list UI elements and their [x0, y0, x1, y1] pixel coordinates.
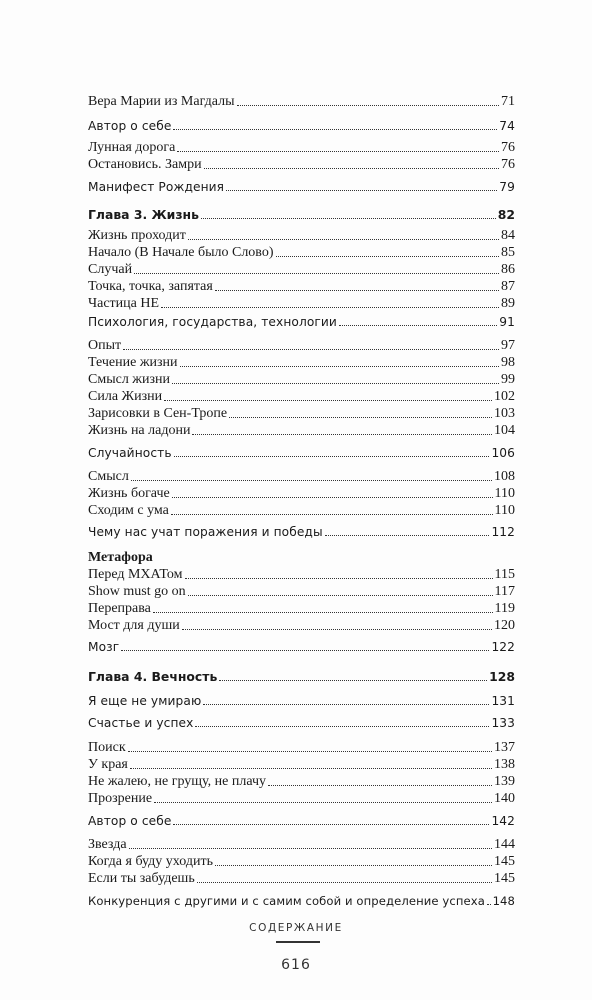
toc-entry-title: Show must go on — [88, 584, 186, 599]
toc-entry-page: 133 — [491, 716, 515, 730]
toc-leader-dots — [134, 272, 499, 274]
toc-leader-dots — [153, 611, 493, 613]
toc-leader-dots — [180, 365, 499, 367]
toc-leader-dots — [171, 513, 493, 515]
toc-entry-title: Остановись. Замри — [88, 157, 202, 172]
toc-leader-dots — [201, 217, 496, 219]
toc-leader-dots — [164, 399, 492, 401]
toc-entry-page: 91 — [499, 315, 515, 329]
toc-leader-dots — [123, 348, 499, 350]
toc-entry-page: 115 — [494, 567, 515, 582]
toc-leader-dots — [173, 128, 497, 130]
toc-entry-title: Жизнь проходит — [88, 228, 186, 243]
toc-entry-title: Я еще не умираю — [88, 694, 202, 708]
toc-entry — [88, 582, 515, 600]
toc-leader-dots — [215, 864, 492, 866]
toc-leader-dots — [229, 416, 492, 418]
toc-chapter-title: Глава 3. Жизнь — [88, 207, 199, 222]
toc-entry-title: Частица НЕ — [88, 296, 160, 311]
toc-entry-page: 76 — [501, 157, 515, 172]
toc-entry — [88, 522, 515, 540]
toc-entry — [88, 789, 515, 807]
toc-entry — [88, 565, 515, 583]
toc-entry-title: Сила Жизни — [88, 389, 163, 404]
toc-entry-title: Точка, точка, запятая — [88, 279, 213, 294]
toc-entry-title: Жизнь на ладони — [88, 423, 191, 438]
toc-entry — [88, 713, 515, 731]
toc-entry — [88, 616, 515, 634]
table-of-contents — [88, 0, 515, 908]
toc-leader-dots — [325, 534, 490, 536]
toc-entry-title: Прозрение — [88, 791, 153, 806]
toc-leader-dots — [128, 750, 492, 752]
toc-entry — [88, 811, 515, 829]
toc-entry — [88, 387, 515, 405]
toc-entry-title: Автор о себе — [88, 119, 172, 133]
toc-entry-page: 131 — [491, 694, 515, 708]
toc-leader-dots — [237, 104, 500, 106]
toc-entry — [88, 294, 515, 312]
toc-entry-page: 85 — [501, 245, 515, 260]
toc-leader-dots — [172, 496, 493, 498]
toc-entry — [88, 336, 515, 354]
toc-entry — [88, 370, 515, 388]
toc-leader-dots — [185, 577, 493, 579]
toc-entry-page: 104 — [494, 423, 515, 438]
toc-entry-page: 97 — [501, 338, 515, 353]
toc-entry — [88, 852, 515, 870]
toc-leader-dots — [188, 594, 493, 596]
toc-entry-page: 103 — [494, 406, 515, 421]
toc-entry-page: 89 — [501, 296, 515, 311]
toc-entry-title: Если ты забудешь — [88, 871, 195, 886]
toc-entry — [88, 599, 515, 617]
toc-entry — [88, 226, 515, 244]
toc-entry-page: 140 — [494, 791, 515, 806]
toc-entry-page: 87 — [501, 279, 515, 294]
toc-entry-title: Случайность — [88, 446, 172, 460]
toc-entry-title: Вера Марии из Магдалы — [88, 94, 235, 109]
toc-entry — [88, 501, 515, 519]
toc-entry-page: 137 — [494, 740, 515, 755]
toc-entry — [88, 312, 515, 330]
toc-entry — [88, 177, 515, 195]
toc-entry — [88, 421, 515, 439]
toc-entry-title: Мост для души — [88, 618, 180, 633]
toc-entry — [88, 443, 515, 461]
toc-entry-page: 145 — [494, 854, 515, 869]
toc-entry — [88, 467, 515, 485]
toc-entry-title: Когда я буду уходить — [88, 854, 213, 869]
toc-entry-title: Смысл жизни — [88, 372, 170, 387]
toc-entry-page: 102 — [494, 389, 515, 404]
running-footer-section: СОДЕРЖАНИЕ — [249, 922, 343, 934]
toc-entry-page: 84 — [501, 228, 515, 243]
toc-entry — [88, 738, 515, 756]
toc-entry — [88, 869, 515, 887]
toc-entry-page: 138 — [494, 757, 515, 772]
toc-entry — [88, 835, 515, 853]
toc-leader-dots — [177, 150, 499, 152]
toc-leader-dots — [339, 324, 497, 326]
toc-leader-dots — [219, 679, 487, 681]
toc-entry-page: 119 — [494, 601, 515, 616]
toc-leader-dots — [129, 847, 492, 849]
toc-entry-page: 117 — [494, 584, 515, 599]
toc-entry — [88, 92, 515, 110]
toc-leader-dots — [204, 167, 499, 169]
toc-entry — [88, 353, 515, 371]
toc-entry — [88, 637, 515, 655]
toc-entry-page: 98 — [501, 355, 515, 370]
toc-entry — [88, 484, 515, 502]
toc-entry-page: 142 — [491, 814, 515, 828]
toc-leader-dots — [172, 382, 499, 384]
toc-leader-dots — [173, 823, 489, 825]
toc-entry-title: Счастье и успех — [88, 716, 194, 730]
toc-leader-dots — [487, 903, 491, 905]
toc-entry-page: 71 — [501, 94, 515, 109]
toc-chapter-entry — [88, 205, 515, 223]
toc-entry-title: Смысл — [88, 469, 129, 484]
toc-entry-title: Сходим с ума — [88, 503, 169, 518]
toc-entry-title: Лунная дорога — [88, 140, 176, 155]
toc-entry-title: У края — [88, 757, 128, 772]
toc-entry-title: Психология, государства, технологии — [88, 315, 337, 329]
toc-entry — [88, 772, 515, 790]
toc-entry-title: Опыт — [88, 338, 122, 353]
toc-entry-page: 106 — [491, 446, 515, 460]
toc-entry-title: Конкуренция с другими и с самим собой и определение успеха — [88, 894, 485, 908]
toc-entry-page: 148 — [492, 894, 515, 908]
toc-leader-dots — [154, 801, 492, 803]
toc-entry-page: 144 — [494, 837, 515, 852]
toc-entry-page: 86 — [501, 262, 515, 277]
toc-leader-dots — [188, 238, 499, 240]
toc-entry-page: 82 — [497, 207, 515, 222]
toc-entry-title: Жизнь богаче — [88, 486, 170, 501]
toc-leader-dots — [161, 306, 499, 308]
toc-leader-dots — [192, 433, 492, 435]
toc-chapter-entry — [88, 667, 515, 685]
toc-leader-dots — [203, 703, 489, 705]
toc-entry-page: 76 — [501, 140, 515, 155]
toc-entry-title: Переправа — [88, 601, 151, 616]
toc-leader-dots — [131, 479, 492, 481]
toc-entry-title: Звезда — [88, 837, 127, 852]
footer-divider — [276, 941, 320, 943]
toc-entry-page: 108 — [494, 469, 515, 484]
toc-leader-dots — [130, 767, 492, 769]
toc-entry — [88, 404, 515, 422]
toc-entry-page: 145 — [494, 871, 515, 886]
toc-entry-page: 110 — [494, 503, 515, 518]
page-number: 616 — [281, 957, 311, 973]
section-heading-metaphor: Метафора — [88, 550, 153, 565]
toc-leader-dots — [197, 881, 492, 883]
toc-entry-page: 110 — [494, 486, 515, 501]
toc-leader-dots — [195, 725, 489, 727]
toc-entry — [88, 243, 515, 261]
toc-entry-title: Мозг — [88, 640, 120, 654]
toc-chapter-title: Глава 4. Вечность — [88, 669, 218, 684]
toc-entry — [88, 277, 515, 295]
toc-entry — [88, 116, 515, 134]
toc-entry-page: 74 — [499, 119, 515, 133]
toc-entry — [88, 891, 515, 909]
toc-entry-page: 122 — [491, 640, 515, 654]
toc-leader-dots — [276, 255, 500, 257]
toc-entry-title: Автор о себе — [88, 814, 172, 828]
toc-entry-title: Течение жизни — [88, 355, 178, 370]
toc-entry-title: Зарисовки в Сен-Тропе — [88, 406, 228, 421]
toc-entry-title: Перед МХАТом — [88, 567, 183, 582]
toc-leader-dots — [174, 455, 490, 457]
toc-entry-page: 112 — [491, 525, 515, 539]
toc-entry-page: 139 — [494, 774, 515, 789]
toc-entry-title: Чему нас учат поражения и победы — [88, 525, 323, 539]
toc-entry-title: Манифест Рождения — [88, 180, 225, 194]
toc-entry-page: 79 — [499, 180, 515, 194]
toc-entry-page: 99 — [501, 372, 515, 387]
toc-leader-dots — [121, 649, 489, 651]
toc-leader-dots — [268, 784, 492, 786]
toc-leader-dots — [215, 289, 499, 291]
toc-entry — [88, 755, 515, 773]
toc-entry-title: Случай — [88, 262, 133, 277]
toc-entry — [88, 138, 515, 156]
toc-entry — [88, 155, 515, 173]
toc-entry-page: 120 — [494, 618, 515, 633]
toc-entry-title: Начало (В Начале было Слово) — [88, 245, 274, 260]
toc-entry-title: Не жалею, не грущу, не плачу — [88, 774, 267, 789]
toc-entry-title: Поиск — [88, 740, 126, 755]
toc-leader-dots — [226, 189, 497, 191]
toc-entry — [88, 691, 515, 709]
toc-leader-dots — [182, 628, 492, 630]
toc-entry-page: 128 — [489, 669, 515, 684]
toc-entry — [88, 260, 515, 278]
